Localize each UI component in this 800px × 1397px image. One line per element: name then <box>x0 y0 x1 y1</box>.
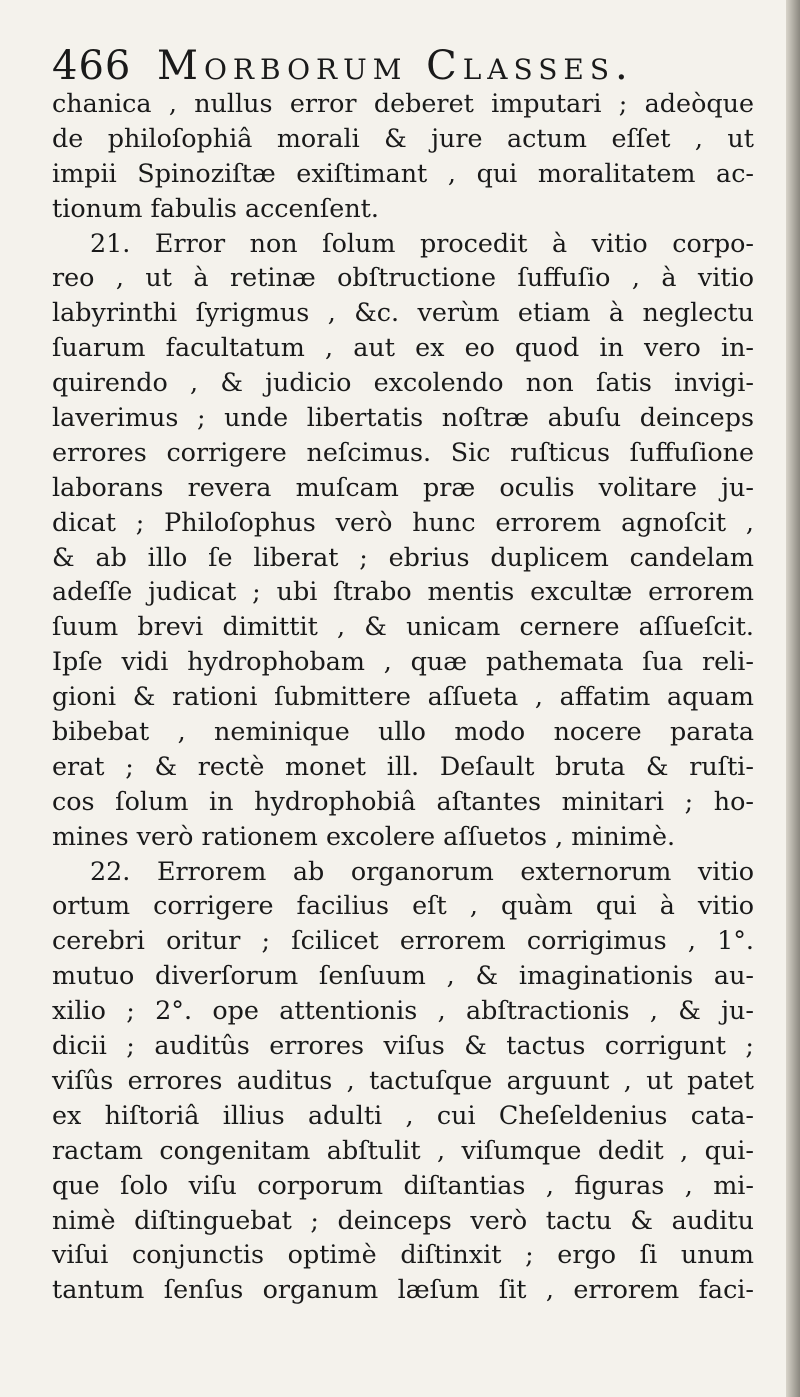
text-line: bibebat , neminique ullo modo nocere parata <box>52 716 754 747</box>
text-line: cerebri oritur ; ſcilicet errorem corrigimus , 1°. <box>52 925 754 956</box>
page-edge-shadow <box>786 0 800 1397</box>
text-line: gioni & rationi ſubmittere aſſueta , affatim aquam <box>52 681 754 712</box>
text-line: ortum corrigere facilius eſt , quàm qui à vitio <box>52 890 754 921</box>
text-line: errores corrigere neſcimus. Sic ruſticus ſuffuſione <box>52 436 754 467</box>
text-line: nimè diſtinguebat ; deinceps verò tactu & auditu <box>52 1204 754 1235</box>
text-line: quirendo , & judicio excolendo non ſatis invigi- <box>52 367 754 398</box>
text-line: mines verò rationem excolere aſſuetos , minimè. <box>52 820 676 851</box>
text-line: ex hiſtoriâ illius adulti , cui Cheſeldenius cata- <box>52 1099 754 1130</box>
text-line: erat ; & rectè monet ill. Deſault bruta & ruſti- <box>52 750 754 781</box>
text-line: chanica , nullus error deberet imputari ; adeòque <box>52 88 754 118</box>
text-line: dicat ; Philoſophus verò hunc errorem agnoſcit , <box>52 506 754 537</box>
page-number: 466 <box>52 43 132 89</box>
text-line: viſûs errores auditus , tactuſque arguunt , ut patet <box>52 1064 754 1095</box>
text-line: ſuarum facultatum , aut ex eo quod in vero in- <box>52 332 754 363</box>
text-line: dicii ; auditûs errores viſus & tactus corrigunt ; <box>52 1030 754 1061</box>
text-line: ractam congenitam abſtulit , viſumque dedit , qui- <box>52 1134 754 1165</box>
running-head: Morborum Classes. <box>157 43 634 89</box>
text-line: laborans revera muſcam præ oculis volitare ju- <box>52 471 754 502</box>
text-line: impii Spinoziſtæ exiſtimant , qui moralitatem ac- <box>52 157 754 188</box>
text-line: que ſolo viſu corporum diſtantias , figuras , mi- <box>52 1169 754 1200</box>
text-line: labyrinthi ſyrigmus , &c. verùm etiam à neglectu <box>52 297 754 328</box>
text-line: cos ſolum in hydrophobiâ aſtantes minitari ; ho- <box>52 785 754 816</box>
text-line: de philoſophiâ morali & jure actum eſſet , ut <box>52 122 754 153</box>
paragraph-22-start: 22. Errorem ab organorum externorum vitio <box>90 855 754 886</box>
text-line: reo , ut à retinæ obſtructione ſuffuſio , à vitio <box>52 262 754 293</box>
body-text <box>52 86 754 1307</box>
text-line: adeſſe judicat ; ubi ſtrabo mentis excultæ errorem <box>52 576 754 607</box>
text-line: tionum fabulis accenſent. <box>52 192 379 223</box>
paragraph-21-start: 21. Error non ſolum procedit à vitio corpo- <box>90 227 754 258</box>
text-line: Ipſe vidi hydrophobam , quæ pathemata ſua reli- <box>52 646 754 677</box>
text-line: & ab illo ſe liberat ; ebrius duplicem candelam <box>52 541 754 572</box>
text-line: laverimus ; unde libertatis noſtræ abuſu deinceps <box>52 402 754 433</box>
text-line: ſuum brevi dimittit , & unicam cernere aſſueſcit. <box>52 611 754 642</box>
text-line: tantum ſenſus organum læſum ſit , errorem faci- <box>52 1274 754 1305</box>
text-line: mutuo diverſorum ſenſuum , & imaginationis au- <box>52 960 754 991</box>
text-line: xilio ; 2°. ope attentionis , abſtractionis , & ju- <box>52 995 754 1026</box>
text-line: viſui conjunctis optimè diſtinxit ; ergo ſi unum <box>52 1239 754 1270</box>
